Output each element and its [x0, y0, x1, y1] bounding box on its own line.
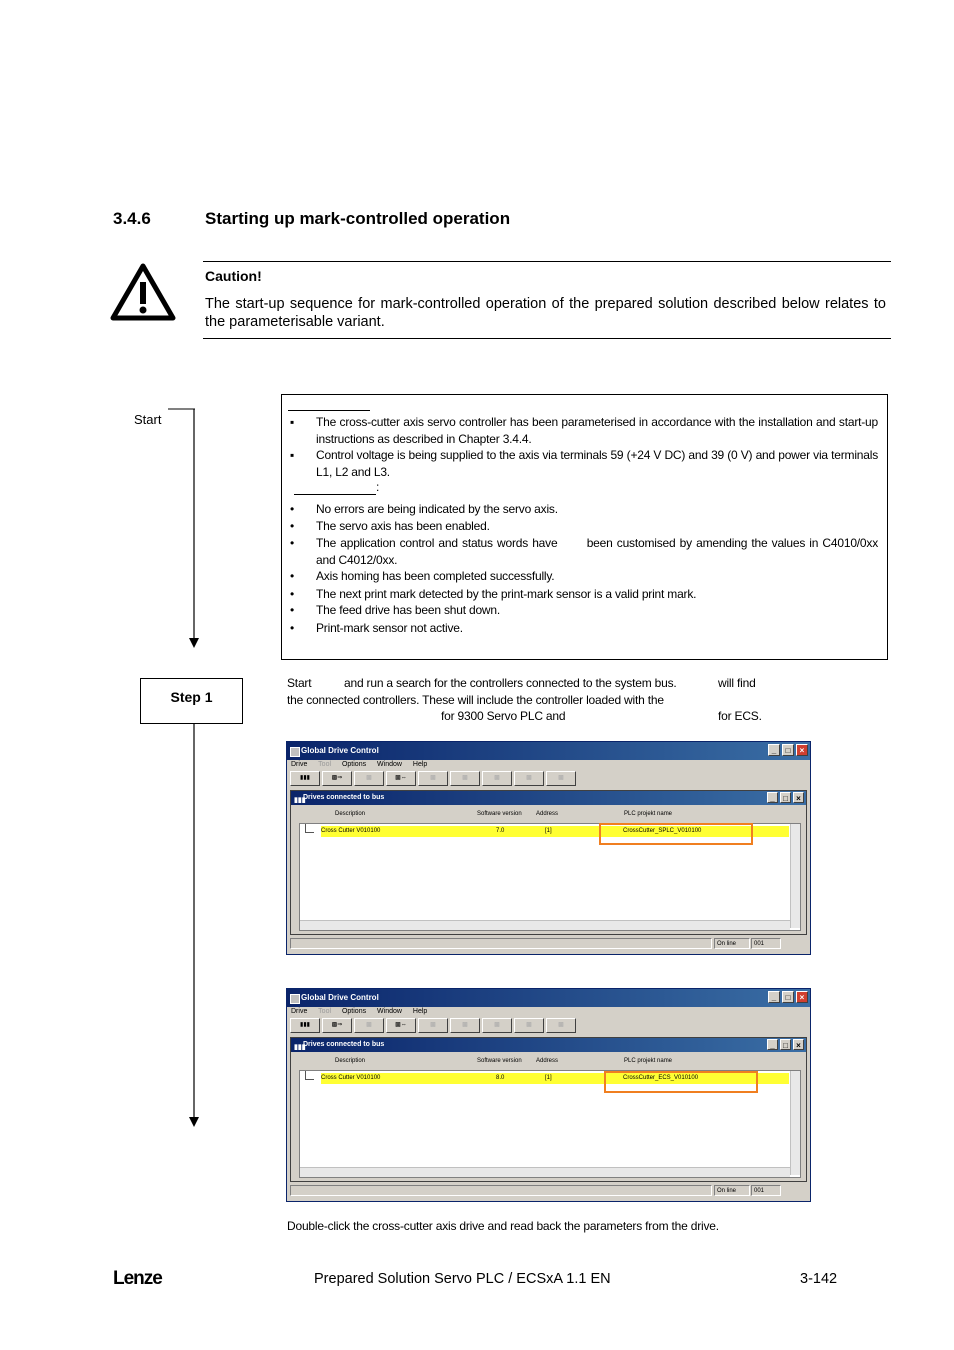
column-plc-project[interactable]: PLC projekt name — [624, 1058, 673, 1064]
toolbar-device-icon[interactable]: ▩ — [354, 771, 384, 786]
app-icon — [290, 994, 300, 1004]
row-address: [1] — [545, 1075, 552, 1081]
blank-heading-rule — [288, 410, 370, 411]
child-titlebar — [291, 1038, 806, 1052]
status-pane — [290, 938, 712, 949]
step-1-box: Step 1 — [140, 678, 243, 724]
window-title: Global Drive Control — [301, 746, 379, 755]
preconditions-box — [281, 394, 888, 660]
row-plc-project: CrossCutter_ECS_V010100 — [623, 1075, 699, 1081]
list-item: • The application control and status words have been customised by amending the values in C4010/0xx and C4012/0xx. — [290, 536, 882, 567]
status-pane — [290, 1185, 712, 1196]
list-item: • Axis homing has been completed successfully. — [290, 569, 555, 583]
column-description[interactable]: Description — [335, 811, 366, 817]
page-number: 3-142 — [800, 1271, 838, 1287]
toolbar-device-icon[interactable]: ▩ — [354, 1018, 384, 1033]
callout-highlight — [599, 823, 753, 845]
gdc-window-2 — [286, 988, 811, 1202]
caution-text: The start-up sequence for mark-controlled operation of the prepared solution described below relates to the parameterisable variant. — [205, 296, 886, 330]
section-title: Starting up mark-controlled operation — [205, 209, 511, 228]
tree-connector — [305, 824, 314, 833]
step-text-will-find: will find — [718, 676, 756, 690]
maximize-icon[interactable]: □ — [780, 1039, 791, 1050]
status-bar — [290, 1185, 807, 1198]
close-icon[interactable]: × — [796, 744, 808, 756]
status-bar — [290, 938, 807, 951]
child-title: Drives connected to bus — [303, 794, 385, 801]
toolbar-bars-icon[interactable]: ▮▮▮ — [290, 1018, 320, 1033]
window-titlebar — [287, 989, 810, 1007]
minimize-icon[interactable]: _ — [767, 1039, 778, 1050]
step-text-line3b: for ECS. — [718, 709, 762, 723]
step-text-line1: and run a search for the controllers connected to the system bus. — [344, 676, 677, 690]
menu-tool[interactable]: Tool — [318, 1008, 332, 1015]
column-address[interactable]: Address — [536, 811, 559, 817]
menu-tool[interactable]: Tool — [318, 761, 332, 768]
column-address[interactable]: Address — [536, 1058, 559, 1064]
menu-help[interactable]: Help — [412, 761, 428, 768]
row-description: Cross Cutter V010100 — [321, 1075, 381, 1081]
maximize-icon[interactable]: □ — [780, 792, 791, 803]
toolbar-connect-icon[interactable]: ▩⇔ — [386, 1018, 416, 1033]
toolbar-disabled-icon[interactable]: ▩ — [482, 771, 512, 786]
child-title: Drives connected to bus — [303, 1041, 385, 1048]
tree-connector — [305, 1071, 314, 1080]
column-software-version[interactable]: Software version — [477, 811, 522, 817]
close-icon[interactable]: × — [796, 991, 808, 1003]
gdc-window-1 — [286, 741, 811, 955]
toolbar-connect-icon[interactable]: ▩⇔ — [386, 771, 416, 786]
minimize-icon[interactable]: _ — [767, 792, 778, 803]
list-item: ▪ The cross-cutter axis servo controller has been parameterised in accordance with the installation and start-up instructions as described in Chapter 3.4.4. — [290, 415, 878, 446]
maximize-icon[interactable]: □ — [782, 744, 794, 756]
toolbar-bars-icon[interactable]: ▮▮▮ — [290, 771, 320, 786]
close-icon[interactable]: × — [793, 792, 804, 803]
section-number: 3.4.6 — [113, 209, 151, 228]
drives-window — [290, 790, 807, 935]
list-item: • The servo axis has been enabled. — [290, 518, 490, 533]
row-description: Cross Cutter V010100 — [321, 828, 381, 834]
window-title: Global Drive Control — [301, 993, 379, 1002]
status-mode: On line — [714, 1185, 750, 1196]
list-item: • The feed drive has been shut down. — [290, 603, 500, 617]
menu-drive[interactable]: Drive — [291, 761, 308, 768]
toolbar — [290, 771, 578, 787]
minimize-icon[interactable]: _ — [768, 744, 780, 756]
bars-icon: ▮▮▮ — [294, 1044, 306, 1051]
step-text-line3a: for 9300 Servo PLC and — [441, 709, 566, 723]
preconditions-list — [288, 414, 878, 480]
toolbar-search-bus-icon[interactable]: ▩⇒ — [322, 771, 352, 786]
toolbar-disabled-icon[interactable]: ▩ — [514, 1018, 544, 1033]
vertical-scrollbar[interactable] — [790, 824, 800, 928]
step-text-start: Start — [287, 676, 312, 690]
blank-heading-rule-2 — [294, 494, 376, 495]
menu-window[interactable]: Window — [377, 1008, 402, 1015]
window-titlebar — [287, 742, 810, 760]
status-mode: On line — [714, 938, 750, 949]
footer-title: Prepared Solution Servo PLC / ECSxA 1.1 EN — [314, 1271, 611, 1287]
list-item: ▪ Control voltage is being supplied to the axis via terminals 59 (+24 V DC) and 39 (0 V) and power via terminals L1, L2 and L3. — [290, 448, 878, 479]
minimize-icon[interactable]: _ — [768, 991, 780, 1003]
menu-help[interactable]: Help — [412, 1008, 428, 1015]
list-item: • No errors are being indicated by the servo axis. — [290, 502, 558, 516]
toolbar-search-bus-icon[interactable]: ▩⇒ — [322, 1018, 352, 1033]
row-address: [1] — [545, 828, 552, 834]
toolbar-disabled-icon[interactable]: ▩ — [546, 1018, 576, 1033]
menu-drive[interactable]: Drive — [291, 1008, 308, 1015]
menu-bar — [291, 761, 436, 768]
row-plc-project: CrossCutter_SPLC_V010100 — [623, 828, 702, 834]
horizontal-scrollbar[interactable] — [300, 1167, 790, 1177]
final-instruction: Double-click the cross-cutter axis drive and read back the parameters from the drive. — [287, 1219, 719, 1233]
toolbar-disabled-icon[interactable]: ▩ — [418, 771, 448, 786]
callout-highlight — [604, 1071, 758, 1093]
menu-options[interactable]: Options — [341, 761, 367, 768]
menu-window[interactable]: Window — [377, 761, 402, 768]
colon: : — [376, 480, 380, 494]
column-description[interactable]: Description — [335, 1058, 366, 1064]
bars-icon: ▮▮▮ — [294, 797, 306, 804]
horizontal-scrollbar[interactable] — [300, 920, 790, 930]
maximize-icon[interactable]: □ — [782, 991, 794, 1003]
start-label: Start — [134, 412, 162, 427]
column-plc-project[interactable]: PLC projekt name — [624, 811, 673, 817]
status-address: 001 — [751, 1185, 781, 1196]
row-software-version: 8.0 — [496, 1075, 505, 1081]
vertical-scrollbar[interactable] — [790, 1071, 800, 1175]
toolbar-disabled-icon[interactable]: ▩ — [514, 771, 544, 786]
toolbar-disabled-icon[interactable]: ▩ — [482, 1018, 512, 1033]
status-address: 001 — [751, 938, 781, 949]
app-icon — [290, 747, 300, 757]
child-titlebar — [291, 791, 806, 805]
menu-bar — [291, 1008, 436, 1015]
close-icon[interactable]: × — [793, 1039, 804, 1050]
column-software-version[interactable]: Software version — [477, 1058, 522, 1064]
menu-options[interactable]: Options — [341, 1008, 367, 1015]
list-item: • The next print mark detected by the print-mark sensor is a valid print mark. — [290, 586, 697, 601]
conditions-list — [288, 501, 882, 636]
toolbar-disabled-icon[interactable]: ▩ — [418, 1018, 448, 1033]
toolbar-disabled-icon[interactable]: ▩ — [450, 771, 480, 786]
row-software-version: 7.0 — [496, 828, 505, 834]
step-text-line2: the connected controllers. These will include the controller loaded with the — [287, 693, 664, 707]
toolbar-disabled-icon[interactable]: ▩ — [450, 1018, 480, 1033]
caution-title: Caution! — [205, 268, 262, 284]
list-item: • Print-mark sensor not active. — [290, 620, 463, 635]
drives-window — [290, 1037, 807, 1182]
toolbar — [290, 1018, 578, 1034]
lenze-logo: Lenze — [113, 1268, 162, 1289]
toolbar-disabled-icon[interactable]: ▩ — [546, 771, 576, 786]
